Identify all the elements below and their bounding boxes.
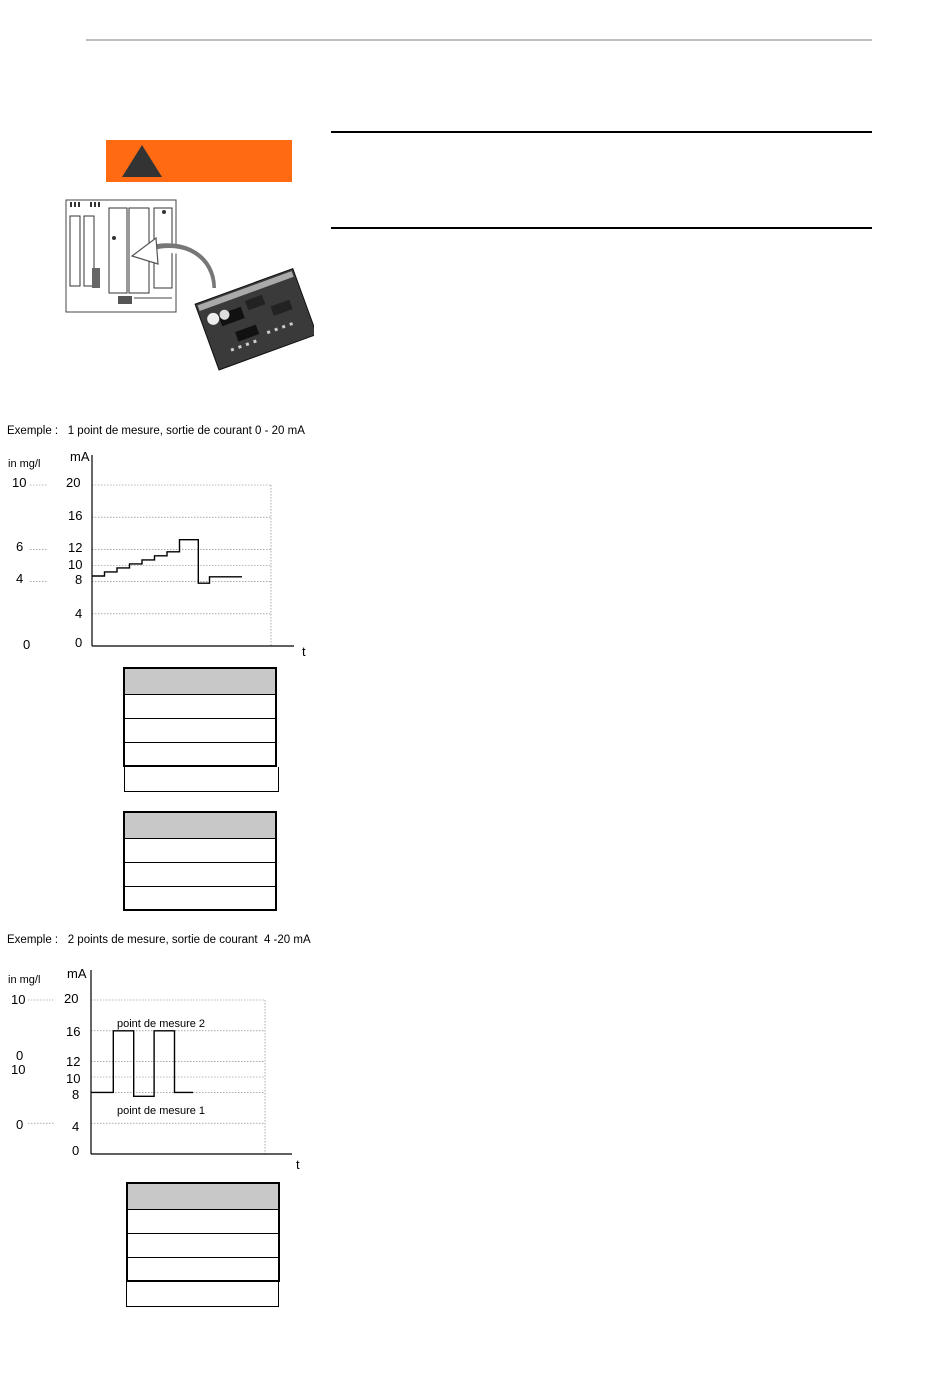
example1-right-tick: 0 [75,635,83,650]
example1-table [123,667,277,767]
section-top-rule [331,131,872,133]
table-extra-row [124,767,279,792]
table-row [125,695,275,719]
table-row [125,839,275,863]
example1-right-tick: 4 [75,606,83,621]
example1-right-tick: 8 [75,572,83,587]
warning-banner [106,140,292,182]
section-bottom-rule [331,227,872,229]
example1-left-tick: 4 [16,571,24,586]
warning-triangle-icon [120,143,164,179]
example1-left-tick: 10 [12,475,27,490]
table-extra-row [126,1282,279,1307]
example2-right-tick: 20 [64,991,79,1006]
example1-table-2 [123,811,277,911]
table-header-row [125,669,275,695]
example1-left-tick: 6 [16,539,24,554]
table-row [128,1210,278,1234]
example2-left-tick: 10 [11,1062,26,1077]
example2-t-label: t [296,1157,300,1172]
example1-right-tick: 20 [66,475,81,490]
example2-caption: Exemple : 2 points de mesure, sortie de courant 4 -20 mA [7,934,311,946]
circuit-board-illustration [64,198,314,394]
example2-right-tick: 10 [66,1071,81,1086]
table-header-row [125,813,275,839]
page-top-rule [86,39,872,41]
example1-left-tick: 0 [23,637,31,652]
example2-right-tick: 4 [72,1119,80,1134]
example1-left-unit: in mg/l [8,458,41,470]
example1-chart [0,450,320,660]
example2-right-tick: 16 [66,1024,81,1039]
table-row [125,863,275,887]
example1-t-label: t [302,644,306,659]
table-row [125,743,275,765]
series-line-1 [92,540,242,584]
table-header-row [128,1184,278,1210]
series1-label: point de mesure 1 [117,1105,206,1117]
example2-right-unit: mA [67,966,87,981]
table-row [125,719,275,743]
example2-table [126,1182,280,1282]
example1-right-tick: 12 [68,540,83,555]
example1-right-tick: 16 [68,508,83,523]
example2-left-tick: 10 [11,992,26,1007]
example1-right-unit: mA [70,449,90,464]
example2-right-tick: 0 [72,1143,80,1158]
example2-left-unit: in mg/l [8,974,41,986]
example1-right-tick: 10 [68,557,83,572]
table-row [125,887,275,909]
example2-chart [0,965,320,1165]
example1-caption: Exemple : 1 point de mesure, sortie de courant 0 - 20 mA [7,425,305,437]
series-line-1 [91,1031,193,1097]
example2-right-tick: 8 [72,1087,80,1102]
example2-left-tick: 0 [16,1117,24,1132]
example2-right-tick: 12 [66,1054,81,1069]
table-row [128,1234,278,1258]
series2-label: point de mesure 2 [117,1018,206,1030]
table-row [128,1258,278,1280]
example2-left-tick: 0 [16,1048,24,1063]
